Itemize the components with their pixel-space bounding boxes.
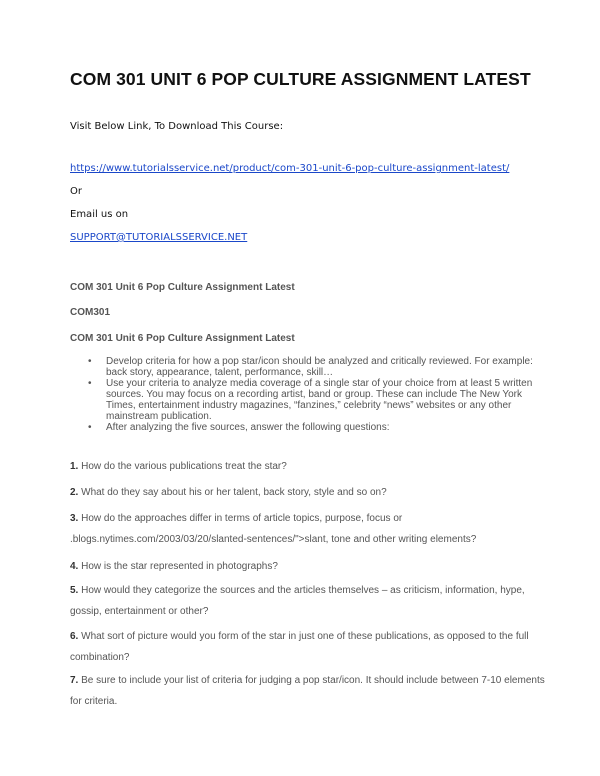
question-text: How would they categorize the sources and the articles themselves – as criticism, information, hype, gossip, entertainment or other? (70, 585, 525, 617)
bullet-icon: • (88, 378, 92, 389)
course-code: COM301 (70, 307, 111, 318)
question-text: How is the star represented in photographs? (81, 561, 278, 572)
question-number: 6. (70, 631, 79, 642)
question-number: 3. (70, 513, 79, 524)
question-2 (70, 482, 550, 503)
list-item (88, 422, 548, 433)
list-item (88, 378, 548, 422)
question-6 (70, 626, 550, 668)
question-text: What do they say about his or her talent, back story, style and so on? (81, 487, 387, 498)
question-text: How do the various publications treat the star? (81, 461, 287, 472)
product-link[interactable]: https://www.tutorialsservice.net/product/com-301-unit-6-pop-culture-assignment-latest/ (70, 163, 510, 174)
email-label: Email us on (70, 209, 129, 220)
question-4 (70, 556, 550, 577)
product-link-line (70, 163, 509, 174)
question-7 (70, 670, 550, 712)
list-item (88, 356, 548, 378)
document-title: COM 301 UNIT 6 POP CULTURE ASSIGNMENT LATEST (70, 69, 531, 89)
question-number: 4. (70, 561, 79, 572)
list-item-text: Use your criteria to analyze media coverage of a single star of your choice from at least 5 written sources. You may focus on a recording artist, band or group. These can include The New York Times, entertainment industry magazines, “fanzines,” celebrity “news” websites or any other mainstream publication. (106, 378, 533, 422)
intro-text: Visit Below Link, To Download This Course: (70, 121, 284, 132)
bullet-icon: • (88, 422, 92, 433)
question-text: How do the approaches differ in terms of article topics, purpose, focus or (81, 513, 403, 524)
section-heading-1: COM 301 Unit 6 Pop Culture Assignment Latest (70, 282, 295, 293)
question-number: 7. (70, 675, 79, 686)
list-item-text: Develop criteria for how a pop star/icon should be analyzed and critically reviewed. For example: back story, appearance, talent, performance, skill… (106, 356, 533, 378)
question-text: Be sure to include your list of criteria for judging a pop star/icon. It should include between 7-10 elements for criteria. (70, 675, 545, 707)
criteria-list (88, 356, 548, 433)
section-heading-2: COM 301 Unit 6 Pop Culture Assignment Latest (70, 333, 295, 344)
question-3 (70, 508, 550, 550)
email-link[interactable]: SUPPORT@TUTORIALSSERVICE.NET (70, 232, 248, 243)
bullet-icon: • (88, 356, 92, 367)
question-5 (70, 580, 550, 622)
email-link-line (70, 232, 247, 243)
question-text-continued: .blogs.nytimes.com/2003/03/20/slanted-sentences/">slant, tone and other writing elements? (70, 534, 477, 545)
question-number: 1. (70, 461, 79, 472)
question-number: 2. (70, 487, 79, 498)
or-text: Or (70, 186, 82, 197)
question-text: What sort of picture would you form of the star in just one of these publications, as opposed to the full combination? (70, 631, 529, 663)
list-item-text: After analyzing the five sources, answer the following questions: (106, 422, 390, 433)
question-number: 5. (70, 585, 79, 596)
question-1 (70, 456, 550, 477)
